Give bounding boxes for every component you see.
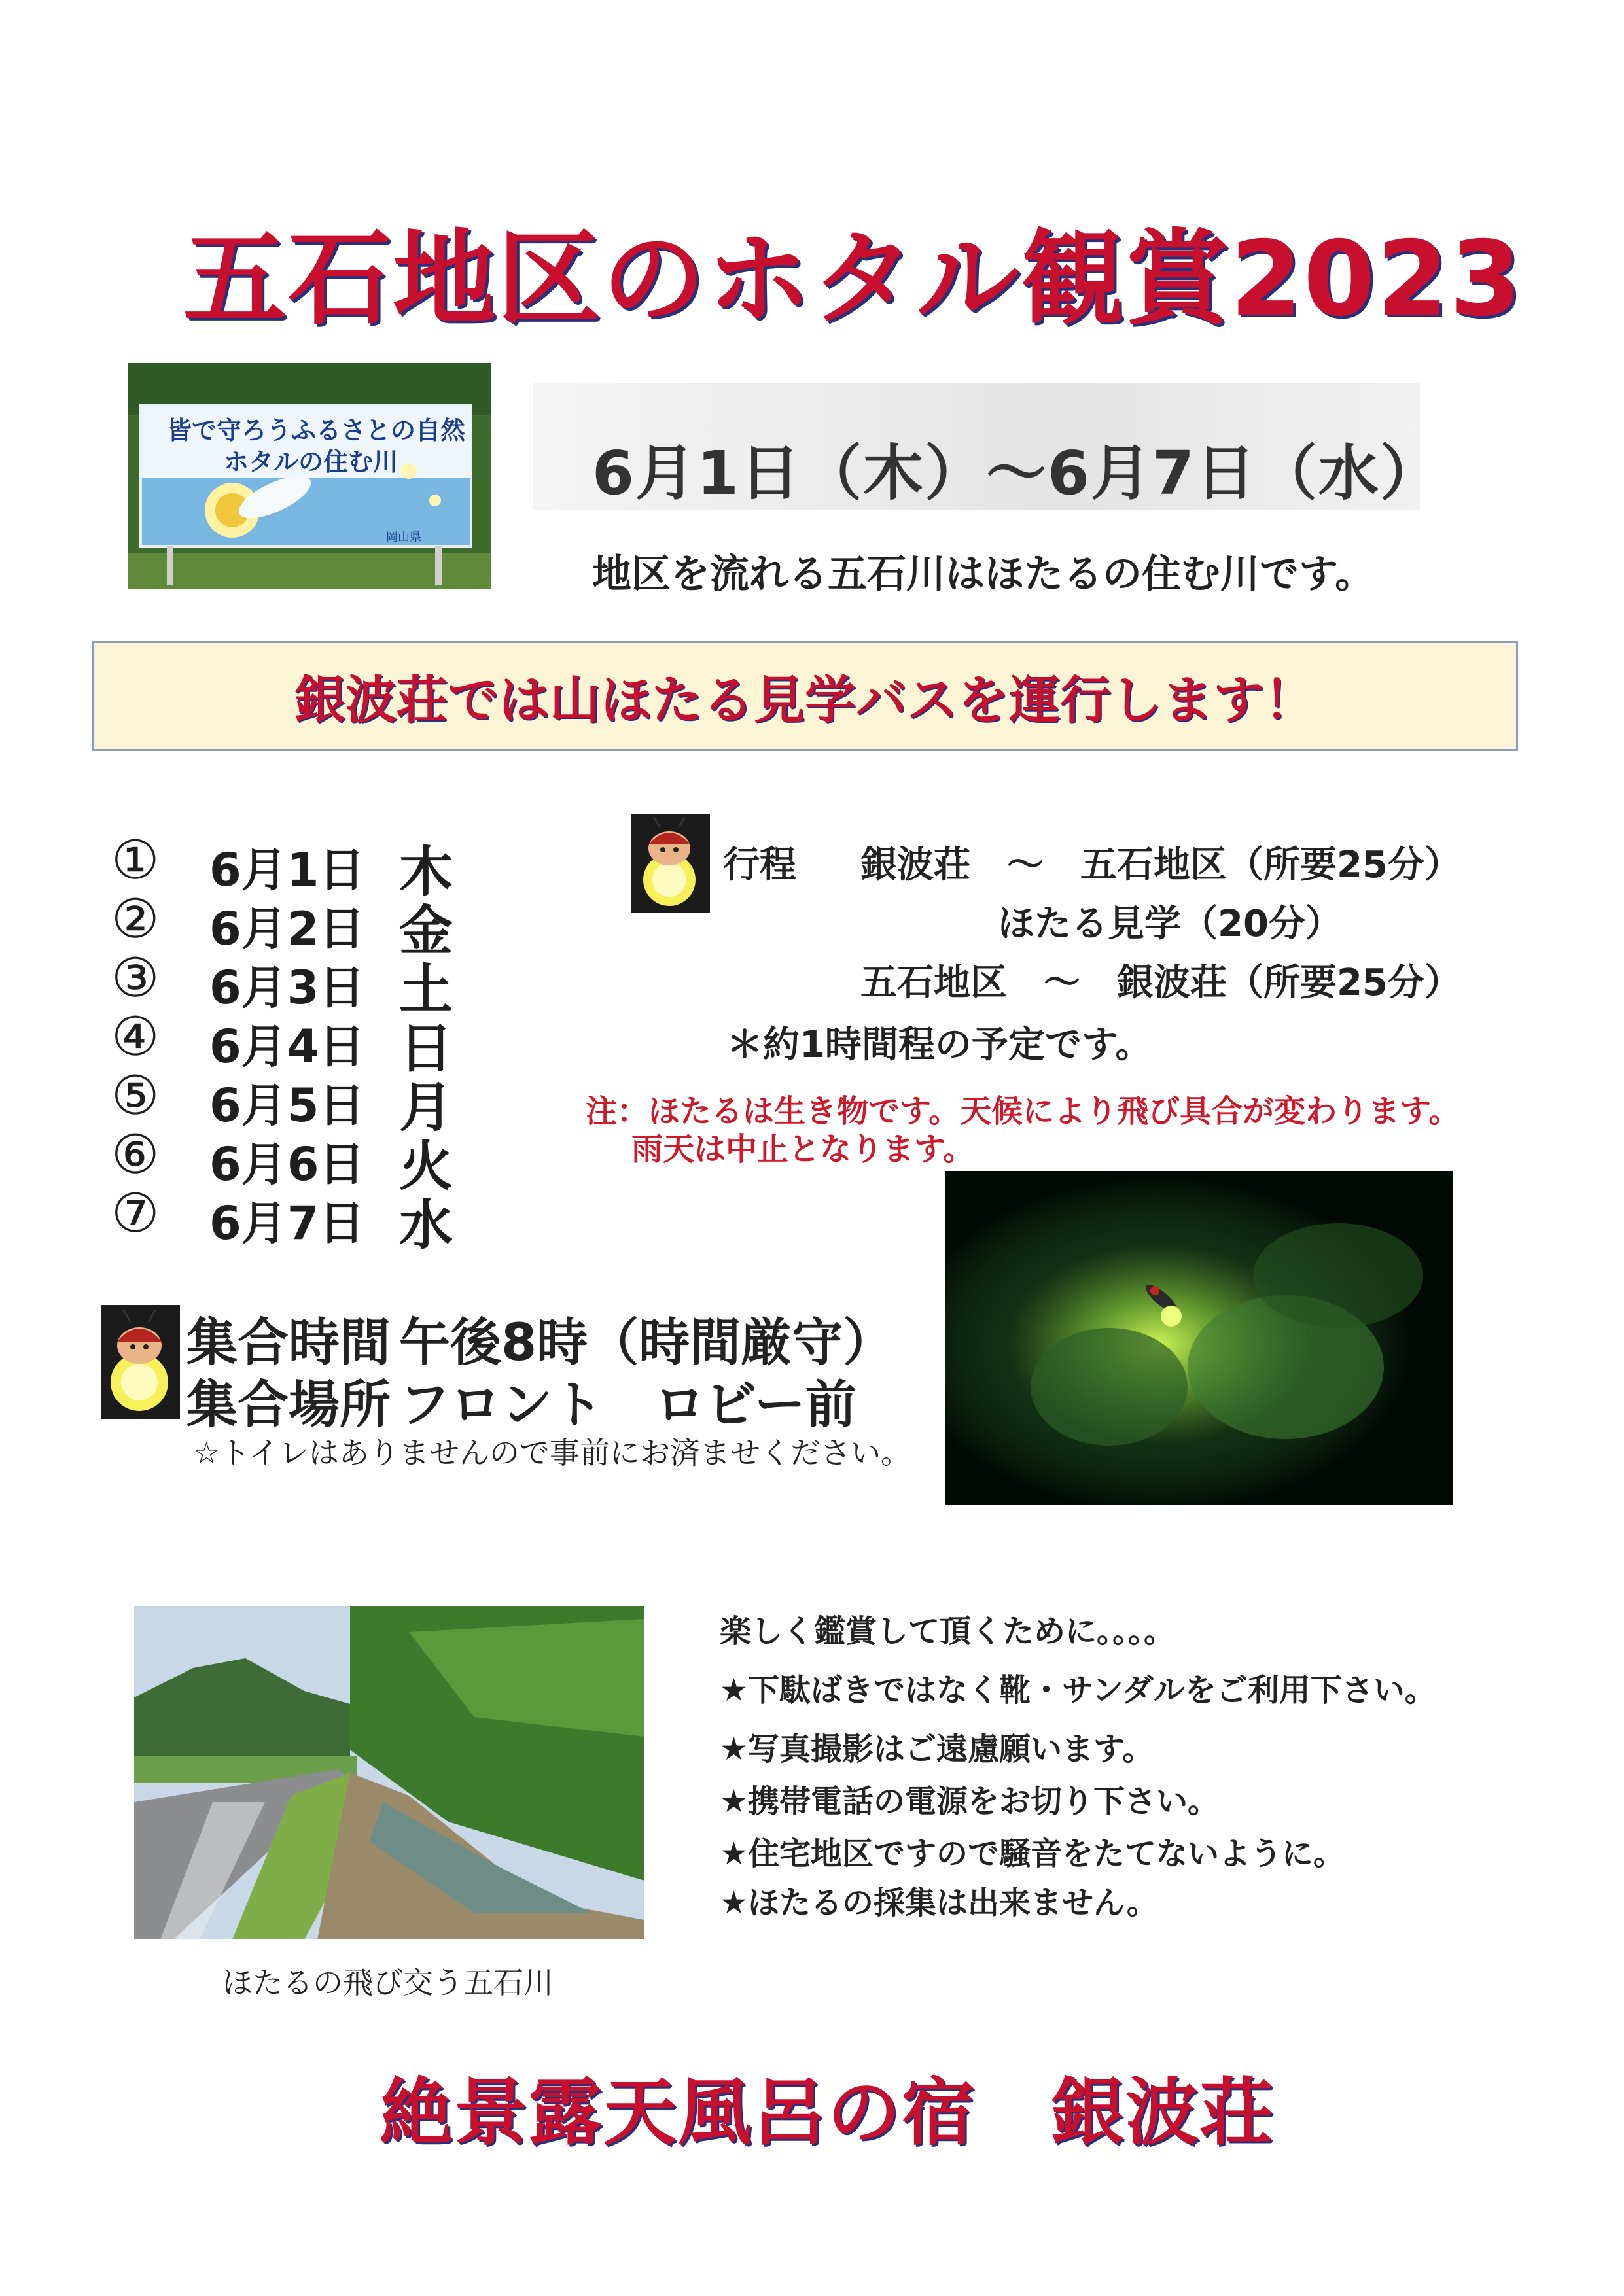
goseki-river-photo <box>134 1606 644 1939</box>
schedule-weekday: 木 <box>399 841 453 903</box>
sign-text-line2: ホタルの住む川 <box>223 447 398 476</box>
schedule-row <box>111 1065 537 1139</box>
page-title: 五石地区のホタル観賞2023 <box>183 219 1523 339</box>
event-date-range: 6月1日（木）～6月7日（水） <box>592 438 1442 508</box>
schedule-row <box>111 888 537 962</box>
schedule-number: ⑤ <box>111 1065 160 1127</box>
tips-intro: 楽しく鑑賞して頂くために。。。。 <box>720 1613 1176 1650</box>
schedule-number: ⑦ <box>111 1183 160 1245</box>
schedule-number: ④ <box>111 1006 160 1068</box>
schedule-number: ① <box>111 829 160 892</box>
firefly-photo <box>945 1171 1453 1505</box>
toilet-note: ☆トイレはありませんので事前にお済ませください。 <box>193 1435 911 1470</box>
sign-small-text: 岡山県 <box>386 531 421 544</box>
weather-warning: 注：ほたるは生き物です。天候により飛び具合が変わります。 <box>586 1093 1460 1130</box>
schedule-row <box>111 1006 537 1080</box>
tip-item: ★携帯電話の電源をお切り下さい。 <box>720 1783 1220 1820</box>
schedule-date: 6月2日 <box>209 902 365 956</box>
tip-item: ★ほたるの採集は出来ません。 <box>720 1885 1158 1921</box>
sign-text-line1: 皆で守ろうふるさとの自然 <box>167 416 466 445</box>
itinerary-line: 五石地区 ～ 銀波荘（所要25分） <box>860 962 1461 1004</box>
firefly-mascot-icon <box>101 1305 180 1419</box>
schedule-number: ⑥ <box>111 1124 160 1186</box>
schedule-row <box>111 1183 537 1257</box>
schedule-date: 6月5日 <box>209 1079 365 1132</box>
schedule-date: 6月3日 <box>209 961 365 1015</box>
tip-item: ★写真撮影はご遠慮願います。 <box>720 1731 1154 1767</box>
tip-item: ★住宅地区ですので騒音をたてないように。 <box>720 1835 1345 1872</box>
schedule-date: 6月1日 <box>209 843 365 897</box>
meeting-place-label: 集合場所 <box>186 1376 391 1435</box>
schedule-number: ② <box>111 888 160 950</box>
schedule-number: ③ <box>111 947 160 1009</box>
bus-announcement-text: 銀波荘では山ほたる見学バスを運行します！ <box>294 671 1315 730</box>
meeting-time-label: 集合時間 <box>186 1313 391 1372</box>
schedule-weekday: 金 <box>399 900 453 962</box>
firefly-mascot-icon <box>631 814 710 913</box>
itinerary-duration-note: ＊約1時間程の予定です。 <box>726 1024 1152 1066</box>
meeting-place-value: フロント ロビー前 <box>399 1376 856 1435</box>
schedule-row <box>111 829 537 903</box>
meeting-time-value: 午後8時（時間厳守） <box>399 1313 894 1372</box>
schedule-date: 6月6日 <box>209 1138 365 1191</box>
itinerary-line: 銀波荘 ～ 五石地区（所要25分） <box>860 844 1461 886</box>
firefly-river-sign-photo <box>128 363 491 589</box>
inn-name-footer: 絶景露天風呂の宿 銀波荘 <box>380 2070 1275 2155</box>
itinerary-label: 行程 <box>723 844 796 886</box>
schedule-weekday: 月 <box>399 1077 453 1139</box>
schedule-date: 6月4日 <box>209 1020 365 1073</box>
schedule-weekday: 日 <box>399 1018 453 1080</box>
schedule-weekday: 火 <box>399 1136 453 1198</box>
river-photo-caption: ほたるの飛び交う五石川 <box>222 1965 554 2000</box>
rain-cancel-note: 雨天は中止となります。 <box>631 1131 975 1168</box>
river-description: 地区を流れる五石川はほたるの住む川です。 <box>592 551 1375 597</box>
tip-item: ★下駄ばきではなく靴・サンダルをご利用下さい。 <box>720 1672 1436 1709</box>
schedule-row <box>111 1124 537 1198</box>
itinerary-line: ほたる見学（20分） <box>998 903 1342 945</box>
schedule-weekday: 水 <box>399 1194 453 1257</box>
schedule-row <box>111 947 537 1021</box>
schedule-date: 6月7日 <box>209 1196 365 1250</box>
schedule-weekday: 土 <box>399 959 453 1021</box>
